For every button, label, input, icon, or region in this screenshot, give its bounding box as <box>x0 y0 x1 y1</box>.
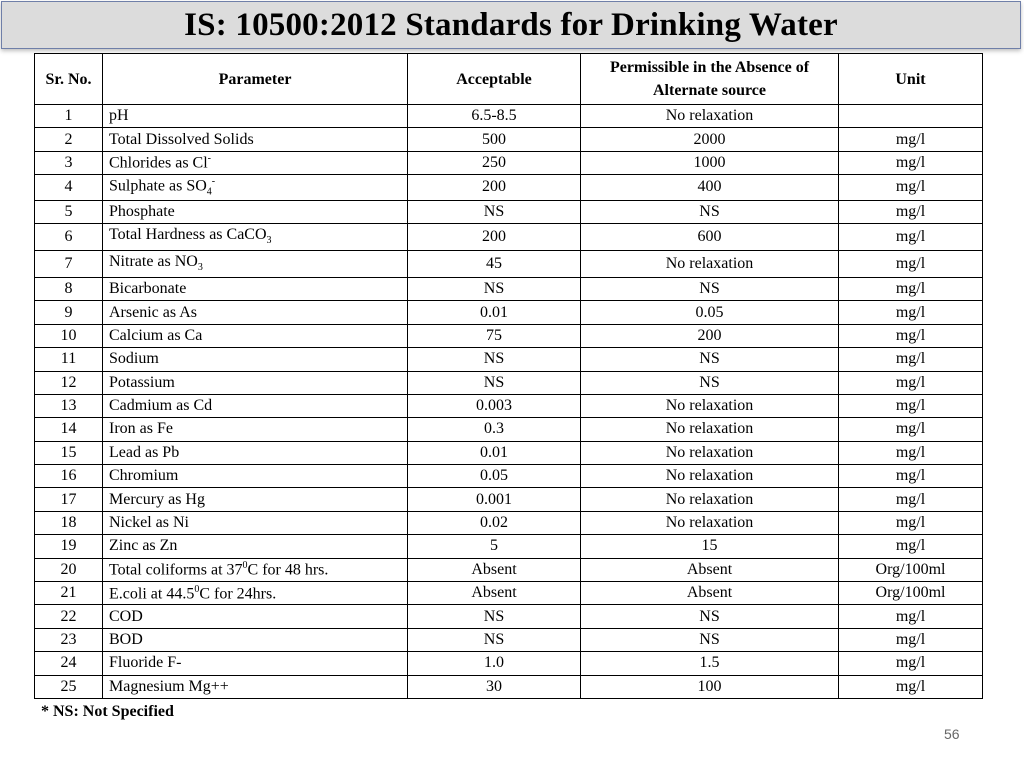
parameter-text: Iron as Fe <box>109 420 173 438</box>
cell-unit: mg/l <box>839 200 983 223</box>
table-row <box>35 200 983 223</box>
table-row <box>35 652 983 675</box>
parameter-text: Sulphate as SO <box>109 177 207 195</box>
cell-parameter <box>103 465 408 488</box>
cell-sr-no: 16 <box>35 465 103 488</box>
cell-parameter <box>103 582 408 605</box>
cell-parameter <box>103 418 408 441</box>
cell-unit: mg/l <box>839 605 983 628</box>
cell-acceptable: 0.3 <box>408 418 581 441</box>
cell-unit: mg/l <box>839 652 983 675</box>
cell-unit: mg/l <box>839 488 983 511</box>
parameter-text: pH <box>109 107 129 125</box>
cell-permissible: 400 <box>581 175 839 200</box>
cell-acceptable: 30 <box>408 675 581 698</box>
cell-permissible: No relaxation <box>581 394 839 417</box>
parameter-superscript: - <box>211 176 216 188</box>
cell-acceptable: NS <box>408 348 581 371</box>
cell-acceptable: 0.02 <box>408 511 581 534</box>
cell-permissible: 600 <box>581 223 839 250</box>
cell-unit: mg/l <box>839 511 983 534</box>
cell-permissible: NS <box>581 628 839 651</box>
parameter-text: Cadmium as Cd <box>109 397 213 415</box>
header-acceptable: Acceptable <box>408 54 581 105</box>
parameter-subscript: 4 <box>206 186 212 198</box>
cell-acceptable: 0.01 <box>408 301 581 324</box>
cell-parameter <box>103 105 408 128</box>
parameter-text: Zinc as Zn <box>109 537 178 555</box>
table-row <box>35 582 983 605</box>
cell-sr-no: 18 <box>35 511 103 534</box>
parameter-text: Potassium <box>109 373 175 391</box>
cell-permissible: NS <box>581 200 839 223</box>
cell-acceptable: 200 <box>408 175 581 200</box>
cell-unit: mg/l <box>839 277 983 300</box>
table-row <box>35 277 983 300</box>
cell-permissible: 1000 <box>581 151 839 174</box>
cell-permissible: 2000 <box>581 128 839 151</box>
cell-unit: mg/l <box>839 151 983 174</box>
cell-parameter <box>103 488 408 511</box>
cell-permissible: No relaxation <box>581 105 839 128</box>
parameter-text-suffix: C for 24hrs. <box>199 584 277 602</box>
cell-permissible: No relaxation <box>581 418 839 441</box>
parameter-text: Total Hardness as CaCO <box>109 226 267 244</box>
footnote: * NS: Not Specified <box>41 703 174 720</box>
cell-acceptable: NS <box>408 200 581 223</box>
cell-unit: mg/l <box>839 441 983 464</box>
cell-acceptable: 6.5-8.5 <box>408 105 581 128</box>
cell-unit: Org/100ml <box>839 582 983 605</box>
cell-unit: mg/l <box>839 465 983 488</box>
parameter-subscript: 3 <box>197 262 203 274</box>
cell-permissible: Absent <box>581 558 839 581</box>
cell-acceptable: 75 <box>408 324 581 347</box>
cell-acceptable: NS <box>408 277 581 300</box>
parameter-text: E.coli at 44.5 <box>109 584 195 602</box>
parameter-text: Bicarbonate <box>109 280 187 298</box>
parameter-text: Calcium as Ca <box>109 326 203 344</box>
cell-acceptable: 1.0 <box>408 652 581 675</box>
header-unit: Unit <box>839 54 983 105</box>
cell-sr-no: 20 <box>35 558 103 581</box>
cell-acceptable: NS <box>408 628 581 651</box>
cell-parameter <box>103 128 408 151</box>
cell-permissible: 1.5 <box>581 652 839 675</box>
cell-permissible: Absent <box>581 582 839 605</box>
cell-sr-no: 12 <box>35 371 103 394</box>
parameter-text-suffix: C for 48 hrs. <box>247 561 329 579</box>
cell-sr-no: 9 <box>35 301 103 324</box>
table-row <box>35 250 983 277</box>
cell-parameter <box>103 250 408 277</box>
cell-parameter <box>103 348 408 371</box>
table-body <box>35 105 983 699</box>
cell-unit: mg/l <box>839 301 983 324</box>
cell-permissible: NS <box>581 277 839 300</box>
cell-parameter <box>103 441 408 464</box>
cell-permissible: No relaxation <box>581 511 839 534</box>
cell-sr-no: 21 <box>35 582 103 605</box>
cell-parameter <box>103 605 408 628</box>
parameter-text: Fluoride F- <box>109 654 182 672</box>
cell-sr-no: 19 <box>35 535 103 558</box>
cell-parameter <box>103 151 408 174</box>
cell-parameter <box>103 301 408 324</box>
cell-unit: mg/l <box>839 128 983 151</box>
parameter-text: Arsenic as As <box>109 303 197 321</box>
parameter-text: Sodium <box>109 350 159 368</box>
cell-permissible: 200 <box>581 324 839 347</box>
cell-acceptable: NS <box>408 371 581 394</box>
header-sr-no: Sr. No. <box>35 54 103 105</box>
table-row <box>35 371 983 394</box>
cell-permissible: 100 <box>581 675 839 698</box>
cell-acceptable: 0.001 <box>408 488 581 511</box>
parameter-superscript: 0 <box>194 583 200 595</box>
cell-acceptable: 200 <box>408 223 581 250</box>
cell-unit: mg/l <box>839 250 983 277</box>
cell-acceptable: 500 <box>408 128 581 151</box>
table-row <box>35 465 983 488</box>
cell-sr-no: 14 <box>35 418 103 441</box>
parameter-text: Phosphate <box>109 202 175 220</box>
table-row <box>35 488 983 511</box>
table-row <box>35 151 983 174</box>
cell-acceptable: NS <box>408 605 581 628</box>
cell-acceptable: 0.05 <box>408 465 581 488</box>
cell-acceptable: 45 <box>408 250 581 277</box>
cell-permissible: NS <box>581 348 839 371</box>
table-row <box>35 675 983 698</box>
standards-table <box>34 53 983 699</box>
cell-permissible: No relaxation <box>581 465 839 488</box>
cell-permissible: 0.05 <box>581 301 839 324</box>
cell-unit: mg/l <box>839 675 983 698</box>
cell-unit: mg/l <box>839 628 983 651</box>
table-header-row <box>35 54 983 105</box>
table-row <box>35 105 983 128</box>
cell-acceptable: Absent <box>408 558 581 581</box>
parameter-text: Nitrate as NO <box>109 253 198 271</box>
parameter-text: Chromium <box>109 467 179 485</box>
cell-parameter <box>103 175 408 200</box>
cell-unit: mg/l <box>839 223 983 250</box>
cell-sr-no: 10 <box>35 324 103 347</box>
cell-sr-no: 23 <box>35 628 103 651</box>
cell-sr-no: 5 <box>35 200 103 223</box>
parameter-text: COD <box>109 607 143 625</box>
cell-unit: mg/l <box>839 535 983 558</box>
cell-unit <box>839 105 983 128</box>
cell-acceptable: 5 <box>408 535 581 558</box>
parameter-text: Chlorides as Cl <box>109 154 208 172</box>
cell-permissible: No relaxation <box>581 488 839 511</box>
table-row <box>35 418 983 441</box>
table-row <box>35 535 983 558</box>
cell-permissible: NS <box>581 371 839 394</box>
table-row <box>35 324 983 347</box>
cell-parameter <box>103 371 408 394</box>
cell-unit: mg/l <box>839 324 983 347</box>
table-row <box>35 223 983 250</box>
page-number: 56 <box>944 726 960 742</box>
parameter-text: Nickel as Ni <box>109 514 189 532</box>
table-row <box>35 558 983 581</box>
table-row <box>35 175 983 200</box>
cell-unit: mg/l <box>839 175 983 200</box>
cell-parameter <box>103 558 408 581</box>
header-parameter: Parameter <box>103 54 408 105</box>
parameter-superscript: 0 <box>242 560 248 572</box>
table-row <box>35 605 983 628</box>
parameter-superscript: - <box>207 153 212 165</box>
cell-sr-no: 4 <box>35 175 103 200</box>
cell-sr-no: 25 <box>35 675 103 698</box>
cell-parameter <box>103 324 408 347</box>
cell-unit: mg/l <box>839 348 983 371</box>
table-row <box>35 128 983 151</box>
cell-parameter <box>103 511 408 534</box>
header-permissible: Permissible in the Absence of Alternate source <box>581 54 839 105</box>
page-title: IS: 10500:2012 Standards for Drinking Water <box>184 6 838 43</box>
cell-parameter <box>103 200 408 223</box>
cell-parameter <box>103 223 408 250</box>
cell-permissible: No relaxation <box>581 250 839 277</box>
cell-sr-no: 3 <box>35 151 103 174</box>
cell-sr-no: 8 <box>35 277 103 300</box>
cell-acceptable: Absent <box>408 582 581 605</box>
cell-unit: mg/l <box>839 418 983 441</box>
cell-parameter <box>103 628 408 651</box>
cell-sr-no: 22 <box>35 605 103 628</box>
cell-sr-no: 24 <box>35 652 103 675</box>
parameter-subscript: 3 <box>266 235 272 247</box>
parameter-text: Total Dissolved Solids <box>109 130 254 148</box>
cell-unit: mg/l <box>839 371 983 394</box>
cell-sr-no: 15 <box>35 441 103 464</box>
title-banner <box>1 1 1021 49</box>
table-row <box>35 394 983 417</box>
cell-sr-no: 7 <box>35 250 103 277</box>
cell-sr-no: 13 <box>35 394 103 417</box>
parameter-text: Mercury as Hg <box>109 490 205 508</box>
table-row <box>35 511 983 534</box>
table-row <box>35 301 983 324</box>
table-row <box>35 628 983 651</box>
cell-permissible: NS <box>581 605 839 628</box>
cell-sr-no: 1 <box>35 105 103 128</box>
parameter-text: Lead as Pb <box>109 443 180 461</box>
cell-permissible: No relaxation <box>581 441 839 464</box>
cell-unit: Org/100ml <box>839 558 983 581</box>
cell-parameter <box>103 277 408 300</box>
cell-sr-no: 6 <box>35 223 103 250</box>
cell-acceptable: 250 <box>408 151 581 174</box>
cell-parameter <box>103 535 408 558</box>
cell-unit: mg/l <box>839 394 983 417</box>
parameter-text: Total coliforms at 37 <box>109 561 243 579</box>
cell-sr-no: 2 <box>35 128 103 151</box>
cell-permissible: 15 <box>581 535 839 558</box>
cell-parameter <box>103 652 408 675</box>
cell-parameter <box>103 675 408 698</box>
cell-acceptable: 0.003 <box>408 394 581 417</box>
parameter-text: Magnesium Mg++ <box>109 677 229 695</box>
cell-parameter <box>103 394 408 417</box>
parameter-text: BOD <box>109 631 143 648</box>
cell-sr-no: 17 <box>35 488 103 511</box>
table-row <box>35 348 983 371</box>
table-row <box>35 441 983 464</box>
cell-acceptable: 0.01 <box>408 441 581 464</box>
cell-sr-no: 11 <box>35 348 103 371</box>
